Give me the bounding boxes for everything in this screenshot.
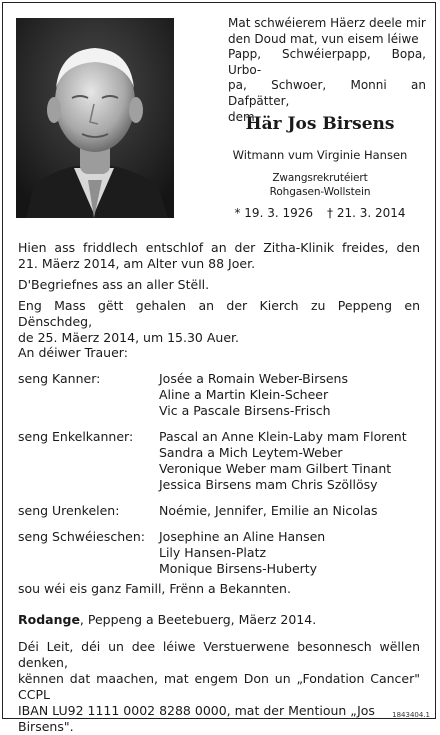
relative-name: Veronique Weber mam Gilbert Tinant: [159, 461, 407, 477]
intro-text: [228, 16, 426, 125]
donation-line: IBAN LU92 1111 0002 8288 0000, mat der Mentioun „Jos Birsens".: [18, 703, 420, 735]
relative-name: Aline a Martin Klein-Scheer: [159, 387, 348, 403]
relative-names: [159, 429, 407, 493]
intro-line: dem: [228, 110, 426, 126]
reference-number: 1843404.1: [392, 711, 430, 719]
relative-name: Monique Birsens-Huberty: [159, 561, 325, 577]
relative-name: Josephine an Aline Hansen: [159, 529, 325, 545]
donation-line: kënnen dat maachen, mat engem Don un „Fondation Cancer" CCPL: [18, 671, 420, 703]
note-line: Rohgasen-Wollstein: [212, 185, 428, 199]
announcement-line: Hien ass friddlech entschlof an der Zitha-Klinik freides, den: [18, 240, 420, 256]
place-date-text: , Peppeng a Beetebuerg, Mäerz 2014.: [80, 612, 316, 627]
conscription-note: [212, 171, 428, 199]
relative-group: [18, 529, 428, 577]
mass-info: [18, 298, 420, 346]
intro-line: pa, Schwoer, Monni an Dafpätter,: [228, 78, 426, 109]
death-announcement: [18, 240, 420, 272]
death-date: † 21. 3. 2014: [327, 206, 406, 220]
deceased-name: Här Jos Birsens: [212, 114, 428, 134]
announcement-line: 21. Mäerz 2014, am Alter vun 88 Joer.: [18, 256, 420, 272]
relative-label: seng Kanner:: [18, 371, 159, 419]
relative-name: Noémie, Jennifer, Emilie an Nicolas: [159, 503, 378, 519]
relative-group: [18, 371, 428, 419]
place-name: Rodange: [18, 612, 80, 627]
portrait-photo: [16, 18, 174, 218]
relative-name: Josée a Romain Weber-Birsens: [159, 371, 348, 387]
relative-label: seng Urenkelen:: [18, 503, 159, 519]
relative-label: seng Schwéieschen:: [18, 529, 159, 577]
widower-note: Witmann vum Virginie Hansen: [212, 148, 428, 162]
life-dates: [212, 206, 428, 220]
relative-names: [159, 371, 348, 419]
relative-names: [159, 503, 378, 519]
relative-name: Pascal an Anne Klein-Laby mam Florent: [159, 429, 407, 445]
relatives-list: [18, 371, 428, 587]
relative-name: Vic a Pascale Birsens-Frisch: [159, 403, 348, 419]
relative-name: Jessica Birsens mam Chris Szöllösy: [159, 477, 407, 493]
mass-line: de 25. Mäerz 2014, um 15.30 Auer.: [18, 330, 420, 346]
relative-group: [18, 503, 428, 519]
note-line: Zwangsrekrutéiert: [212, 171, 428, 185]
donation-note: [18, 639, 420, 735]
relative-group: [18, 429, 428, 493]
relative-names: [159, 529, 325, 577]
birth-date: * 19. 3. 1926: [234, 206, 313, 220]
relative-name: Sandra a Mich Leytem-Weber: [159, 445, 407, 461]
donation-line: Déi Leit, déi un dee léiwe Verstuerwene besonnesch wëllen denken,: [18, 639, 420, 671]
family-note: sou wéi eis ganz Famill, Frënn a Bekannten.: [18, 581, 420, 597]
funeral-note: D'Begriefnes ass an aller Stëll.: [18, 277, 420, 293]
mass-line: Eng Mass gëtt gehalen an der Kierch zu Peppeng en Dënschdeg,: [18, 298, 420, 330]
intro-line: den Doud mat, vun eisem léiwe: [228, 32, 426, 48]
place-date: [18, 612, 420, 628]
mourning-header: An déiwer Trauer:: [18, 345, 420, 361]
intro-line: Mat schwéierem Häerz deele mir: [228, 16, 426, 32]
relative-name: Lily Hansen-Platz: [159, 545, 325, 561]
portrait-image: [16, 18, 174, 218]
relative-label: seng Enkelkanner:: [18, 429, 159, 493]
intro-line: Papp, Schwéierpapp, Bopa, Urbo-: [228, 47, 426, 78]
